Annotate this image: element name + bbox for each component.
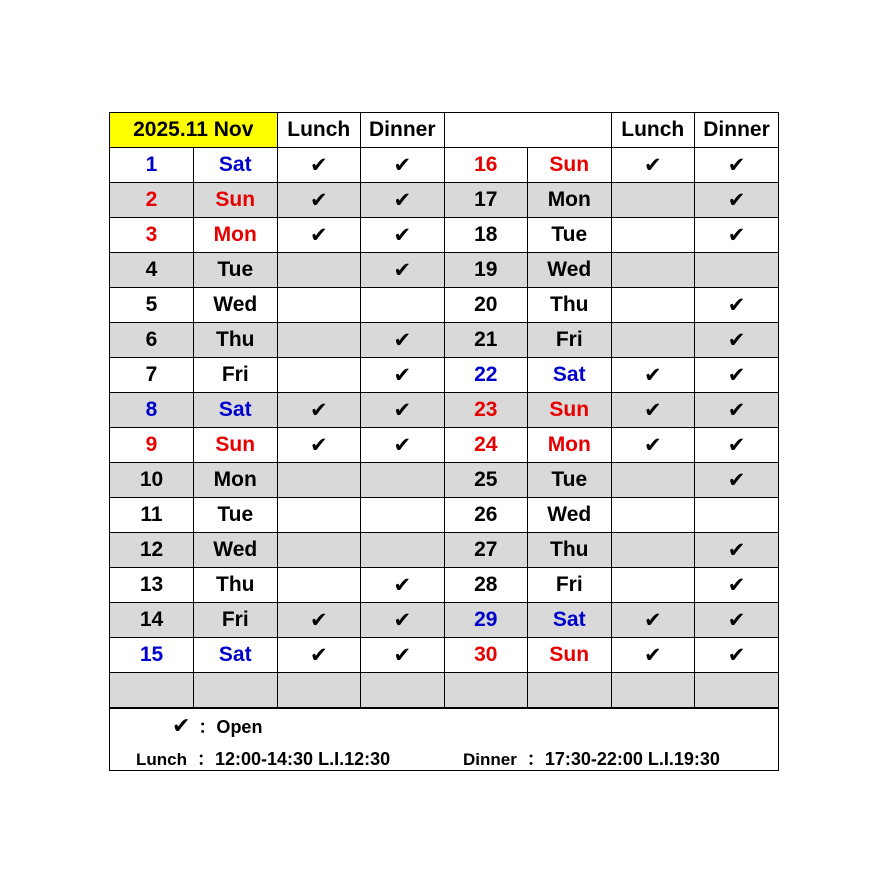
day-number: 21 [444,323,528,358]
lunch-cell-check-icon: ✔ [277,183,361,218]
dinner-cell [361,463,445,498]
dinner-cell-check-icon: ✔ [361,428,445,463]
dinner-cell-check-icon: ✔ [361,323,445,358]
dinner-cell-check-icon: ✔ [361,358,445,393]
lunch-cell [277,533,361,568]
day-of-week: Tue [528,218,612,253]
day-row [110,638,778,673]
day-number: 8 [110,393,194,428]
day-row [110,428,778,463]
day-row [110,533,778,568]
day-row [110,183,778,218]
day-of-week: Wed [194,533,278,568]
legend-open [172,713,262,739]
dinner-cell-check-icon: ✔ [695,533,779,568]
day-row [110,393,778,428]
day-of-week: Sun [528,638,612,673]
day-of-week: Mon [528,428,612,463]
dinner-cell-check-icon: ✔ [361,183,445,218]
lunch-cell-check-icon: ✔ [277,218,361,253]
dinner-cell [361,498,445,533]
day-number: 28 [444,568,528,603]
schedule-table [110,113,778,708]
dinner-cell-check-icon: ✔ [695,393,779,428]
dinner-cell-check-icon: ✔ [361,218,445,253]
day-of-week: Sat [194,148,278,183]
legend-dinner-label: Dinner [463,750,517,769]
day-of-week: Sat [194,393,278,428]
day-number: 2 [110,183,194,218]
day-of-week: Thu [194,568,278,603]
dinner-cell-check-icon: ✔ [695,638,779,673]
legend-dinner-hours-line [463,745,720,771]
lunch-cell-check-icon: ✔ [611,428,695,463]
header-spacer [444,113,611,148]
day-of-week: Sun [194,183,278,218]
lunch-cell-check-icon: ✔ [277,603,361,638]
day-of-week: Sat [194,638,278,673]
day-number: 25 [444,463,528,498]
day-row [110,568,778,603]
day-number: 6 [110,323,194,358]
day-row [110,148,778,183]
day-of-week: Wed [528,498,612,533]
dinner-cell [361,673,445,708]
day-of-week: Wed [528,253,612,288]
day-of-week: Thu [528,533,612,568]
dinner-cell-check-icon: ✔ [695,323,779,358]
lunch-cell [277,673,361,708]
day-of-week [528,673,612,708]
dinner-cell-check-icon: ✔ [361,568,445,603]
dinner-cell-check-icon: ✔ [695,358,779,393]
day-of-week: Tue [194,498,278,533]
month-title: 2025.11 Nov [110,113,277,148]
day-number: 29 [444,603,528,638]
dinner-cell-check-icon: ✔ [695,288,779,323]
legend-lunch-hours-line [136,745,390,771]
day-row [110,253,778,288]
lunch-header-right: Lunch [611,113,695,148]
day-number: 12 [110,533,194,568]
day-number: 13 [110,568,194,603]
day-row [110,218,778,253]
dinner-cell-check-icon: ✔ [695,148,779,183]
day-number: 10 [110,463,194,498]
schedule-calendar [109,112,779,771]
day-number: 27 [444,533,528,568]
day-of-week: Fri [528,568,612,603]
day-of-week: Thu [528,288,612,323]
dinner-cell [695,498,779,533]
lunch-cell-check-icon: ✔ [277,393,361,428]
lunch-cell-check-icon: ✔ [277,148,361,183]
day-number: 22 [444,358,528,393]
day-row [110,673,778,708]
lunch-cell [611,498,695,533]
day-of-week: Mon [194,463,278,498]
lunch-cell [611,288,695,323]
day-of-week: Mon [528,183,612,218]
lunch-cell [277,463,361,498]
lunch-cell [277,498,361,533]
dinner-cell-check-icon: ✔ [695,428,779,463]
day-of-week: Tue [528,463,612,498]
lunch-cell [611,183,695,218]
dinner-cell-check-icon: ✔ [361,638,445,673]
dinner-cell-check-icon: ✔ [361,393,445,428]
day-row [110,463,778,498]
day-of-week: Mon [194,218,278,253]
lunch-cell-check-icon: ✔ [611,638,695,673]
day-of-week: Sun [528,393,612,428]
day-number: 18 [444,218,528,253]
day-of-week: Fri [194,603,278,638]
dinner-header-right: Dinner [695,113,779,148]
lunch-cell [277,358,361,393]
day-of-week: Sat [528,603,612,638]
lunch-cell [611,533,695,568]
day-of-week: Fri [528,323,612,358]
day-of-week: Thu [194,323,278,358]
lunch-cell-check-icon: ✔ [611,603,695,638]
day-number [110,673,194,708]
day-of-week: Sun [528,148,612,183]
day-number [444,673,528,708]
day-number: 14 [110,603,194,638]
day-of-week: Wed [194,288,278,323]
lunch-cell-check-icon: ✔ [611,148,695,183]
legend-lunch-label: Lunch [136,750,187,769]
dinner-header-left: Dinner [361,113,445,148]
day-of-week: Fri [194,358,278,393]
dinner-cell [361,533,445,568]
day-number: 9 [110,428,194,463]
check-icon: ✔ [172,714,191,739]
lunch-cell-check-icon: ✔ [277,638,361,673]
lunch-cell [611,673,695,708]
lunch-cell [277,288,361,323]
dinner-cell [695,253,779,288]
legend-dinner-hours: ：17:30-22:00 L.I.19:30 [526,749,720,769]
dinner-cell [361,288,445,323]
day-of-week [194,673,278,708]
day-row [110,323,778,358]
legend-open-label: ：Open [198,717,263,737]
dinner-cell-check-icon: ✔ [695,218,779,253]
lunch-cell-check-icon: ✔ [611,393,695,428]
day-row [110,288,778,323]
day-row [110,603,778,638]
legend [110,708,778,770]
dinner-cell-check-icon: ✔ [695,603,779,638]
day-number: 30 [444,638,528,673]
dinner-cell-check-icon: ✔ [695,463,779,498]
lunch-cell [611,253,695,288]
lunch-cell-check-icon: ✔ [611,358,695,393]
day-number: 16 [444,148,528,183]
lunch-cell [611,218,695,253]
day-number: 1 [110,148,194,183]
day-number: 15 [110,638,194,673]
lunch-cell [611,323,695,358]
dinner-cell-check-icon: ✔ [361,253,445,288]
day-number: 3 [110,218,194,253]
dinner-cell-check-icon: ✔ [695,568,779,603]
dinner-cell [695,673,779,708]
day-number: 24 [444,428,528,463]
day-number: 17 [444,183,528,218]
dinner-cell-check-icon: ✔ [361,603,445,638]
day-row [110,358,778,393]
day-row [110,498,778,533]
day-number: 26 [444,498,528,533]
lunch-cell [277,568,361,603]
day-number: 20 [444,288,528,323]
lunch-cell [277,323,361,358]
day-number: 4 [110,253,194,288]
day-number: 7 [110,358,194,393]
day-of-week: Tue [194,253,278,288]
lunch-cell [611,568,695,603]
day-of-week: Sat [528,358,612,393]
lunch-cell-check-icon: ✔ [277,428,361,463]
lunch-header-left: Lunch [277,113,361,148]
dinner-cell-check-icon: ✔ [361,148,445,183]
header-row [110,113,778,148]
day-number: 23 [444,393,528,428]
day-of-week: Sun [194,428,278,463]
day-number: 11 [110,498,194,533]
lunch-cell [611,463,695,498]
dinner-cell-check-icon: ✔ [695,183,779,218]
legend-lunch-hours: ：12:00-14:30 L.I.12:30 [197,749,391,769]
lunch-cell [277,253,361,288]
day-number: 19 [444,253,528,288]
day-number: 5 [110,288,194,323]
